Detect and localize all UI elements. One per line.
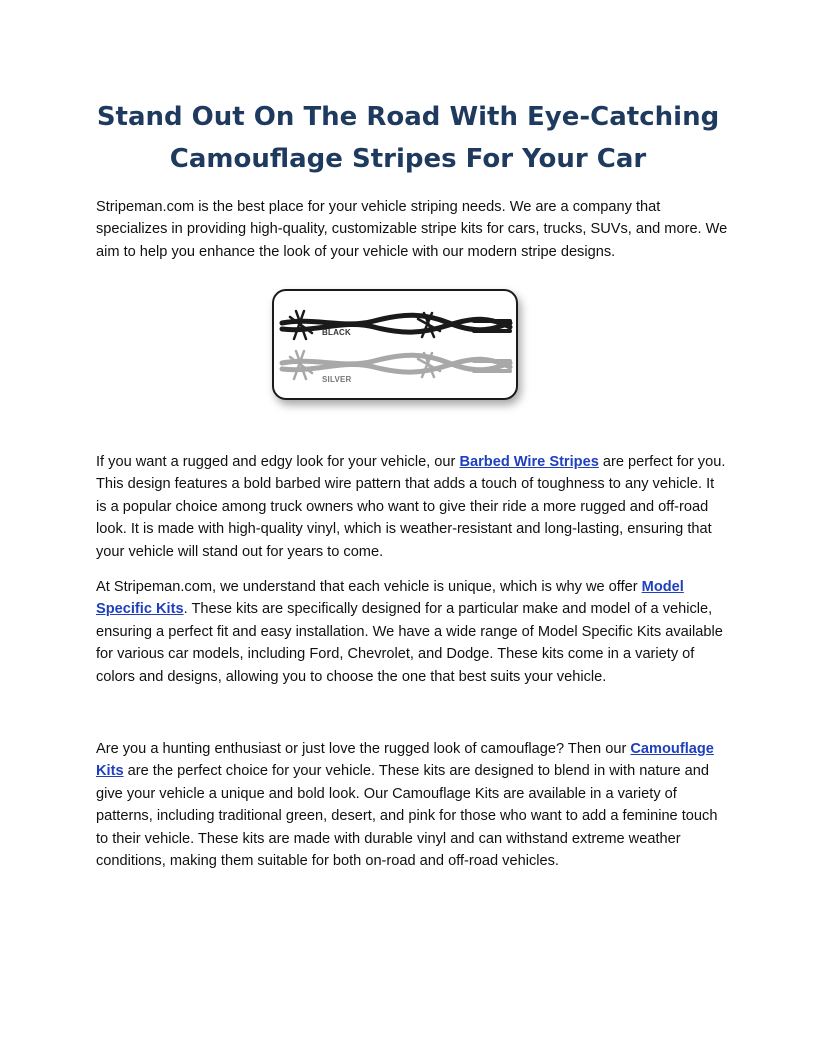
model-specific-kits-link[interactable]: Model Specific Kits xyxy=(96,579,684,618)
camouflage-kits-link[interactable]: Camouflage Kits xyxy=(96,741,714,780)
page-title: Stand Out On The Road With Eye-Catching Camouflage Stripes For Your Car xyxy=(96,102,720,174)
intro-paragraph: Stripeman.com is the best place for your vehicle striping needs. We are a company that specializes in providing high-quality, customizable stripe kits for cars, trucks, SUVs, and more. We aim to help you enhance the look of your vehicle with our modern stripe designs. xyxy=(96,199,728,260)
camouflage-paragraph xyxy=(96,738,728,872)
barbed-wire-illustration xyxy=(274,291,518,400)
model-specific-paragraph xyxy=(96,576,728,688)
barbed-wire-stripes-link[interactable]: Barbed Wire Stripes xyxy=(459,454,599,470)
model-text-after: . These kits are specifically designed for a particular make and model of a vehicle, ensuring a perfect fit and easy installation. We have a wide range of Model Specific Kits available for various car models, including Ford, Chevrolet, and Dodge. These kits come in a variety of colors and designs, allowing you to choose the one that best suits your vehicle. xyxy=(96,601,723,685)
camo-text-before: Are you a hunting enthusiast or just love the rugged look of camouflage? Then our xyxy=(96,741,631,757)
label-black: BLACK xyxy=(322,328,351,337)
black-barbed-wire xyxy=(282,311,510,339)
camo-text-after: are the perfect choice for your vehicle. These kits are designed to blend in with nature and give your vehicle a unique and bold look. Our Camouflage Kits are available in a variety of patterns, including traditional green, desert, and pink for those who want to add a feminine touch to their vehicle. These kits are made with durable vinyl and can withstand extreme weather conditions, making them suitable for both on-road and off-road vehicles. xyxy=(96,763,718,870)
barbed-wire-stripe-image xyxy=(272,289,518,400)
barbed-wire-paragraph xyxy=(96,451,728,563)
barbed-text-after: are perfect for you. This design features a bold barbed wire pattern that adds a touch of toughness to any vehicle. It is a popular choice among truck owners who want to give their ride a more rugged and off-road look. It is made with high-quality vinyl, which is weather-resistant and long-lasting, ensuring that your vehicle will stand out for years to come. xyxy=(96,454,726,560)
model-text-before: At Stripeman.com, we understand that each vehicle is unique, which is why we offer xyxy=(96,579,642,595)
silver-barbed-wire xyxy=(282,351,510,379)
barbed-text-before: If you want a rugged and edgy look for your vehicle, our xyxy=(96,454,460,470)
label-silver: SILVER xyxy=(322,375,352,384)
